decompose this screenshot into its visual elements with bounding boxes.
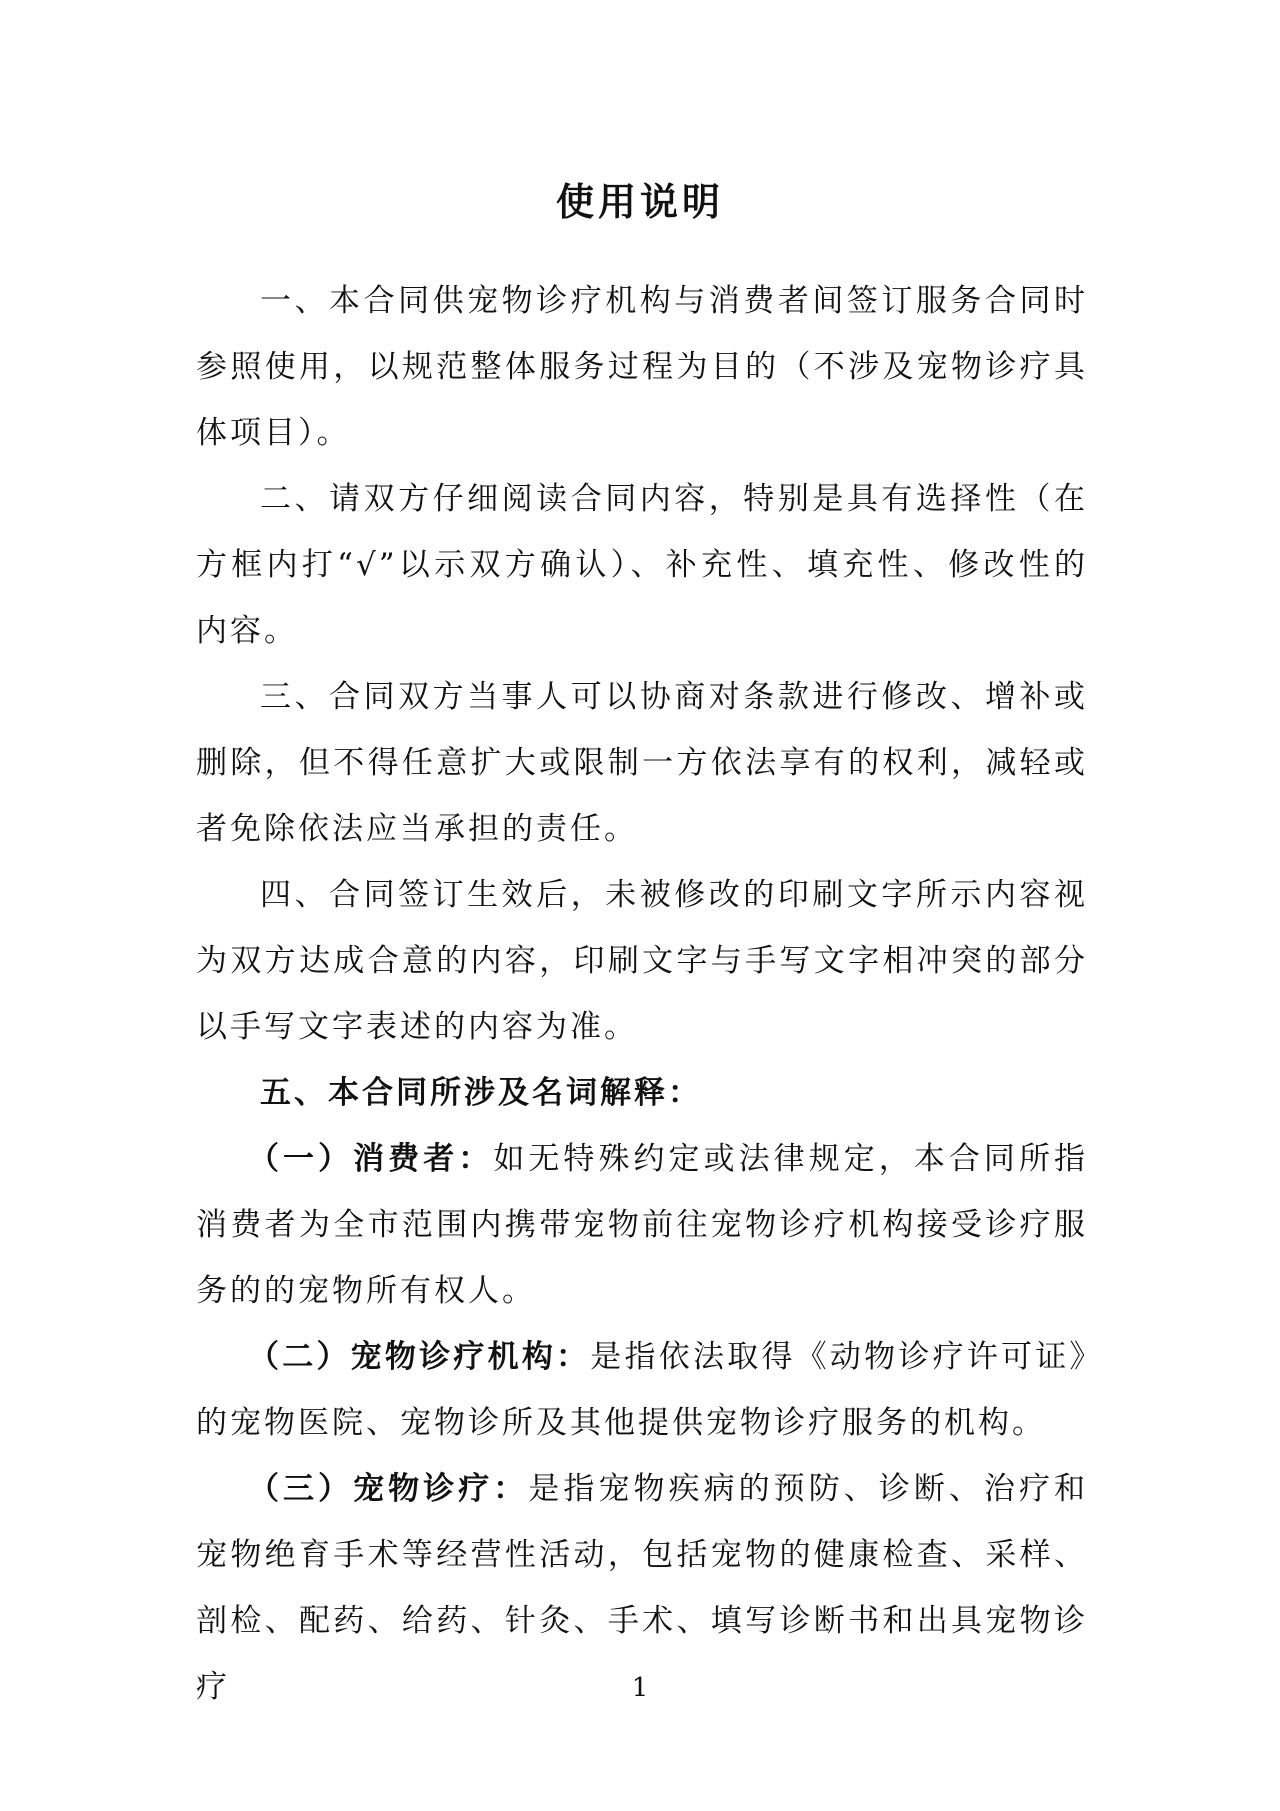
section-heading: 五、本合同所涉及名词解释： (260, 1075, 702, 1111)
paragraph-text: 二、请双方仔细阅读合同内容，特别是具有选择性（在方框内打“√”以示双方确认）、补充性、填充性、修改性的内容。 (196, 481, 1088, 649)
paragraph-text: 三、合同双方当事人可以协商对条款进行修改、增补或删除，但不得任意扩大或限制一方依法享有的权利，减轻或者免除依法应当承担的责任。 (196, 679, 1088, 847)
page-number: 1 (631, 1673, 649, 1703)
definition-text: 是指宠物疾病的预防、诊断、治疗和宠物绝育手术等经营性活动，包括宠物的健康检查、采样、剖检、配药、给药、针灸、手术、填写诊断书和出具宠物诊疗 (196, 1471, 1089, 1705)
paragraph-text: 一、本合同供宠物诊疗机构与消费者间签订服务合同时参照使用，以规范整体服务过程为目的（不涉及宠物诊疗具体项目）。 (196, 283, 1088, 451)
page-title: 使用说明 (555, 179, 724, 224)
definition-term: （二）宠物诊疗机构： (248, 1339, 591, 1375)
paragraph-1 (196, 268, 1088, 466)
paragraph-3 (196, 664, 1088, 862)
definition-text: 如无特殊约定或法律规定，本合同所指消费者为全市范围内携带宠物前往宠物诊疗机构接受诊疗服务的的宠物所有权人。 (196, 1141, 1089, 1309)
paragraph-5-heading (196, 1060, 1088, 1126)
paragraph-2 (196, 466, 1088, 664)
definition-clinic (196, 1324, 1088, 1456)
definition-term: （三）宠物诊疗： (248, 1471, 529, 1507)
paragraph-4 (196, 862, 1088, 1060)
definition-term: （一）消费者： (248, 1141, 494, 1177)
definition-consumer (196, 1126, 1088, 1324)
definition-text: 是指依法取得《动物诊疗许可证》的宠物医院、宠物诊所及其他提供宠物诊疗服务的机构。 (196, 1339, 1089, 1441)
document-body (196, 268, 1088, 1720)
paragraph-text: 四、合同签订生效后，未被修改的印刷文字所示内容视为双方达成合意的内容，印刷文字与手写文字相冲突的部分以手写文字表述的内容为准。 (196, 877, 1088, 1045)
